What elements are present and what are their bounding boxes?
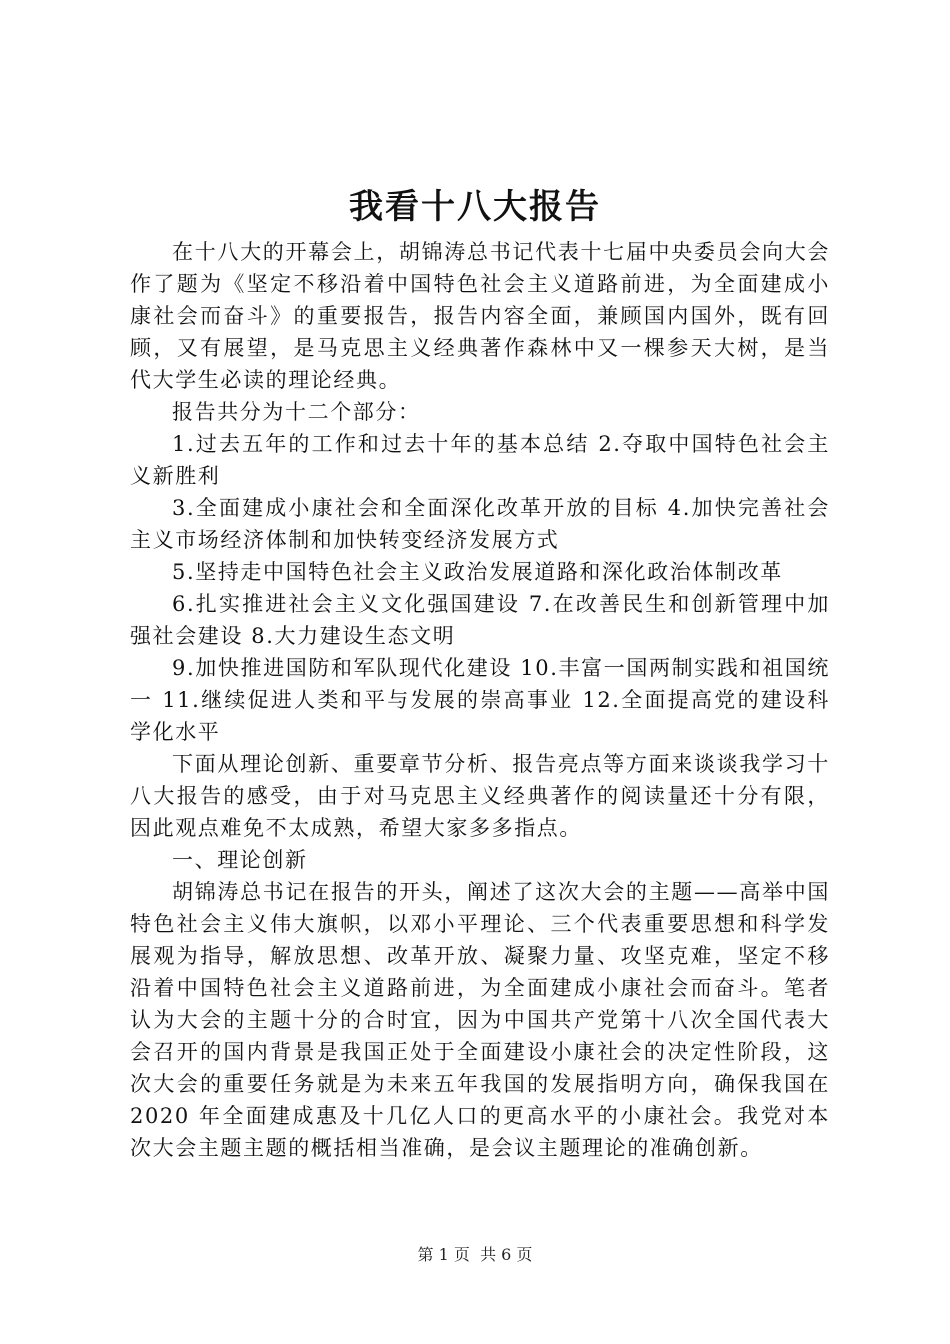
- paragraph: 3.全面建成小康社会和全面深化改革开放的目标 4.加快完善社会主义市场经济体制和加快转变经济发展方式: [130, 496, 830, 552]
- paragraph: 1.过去五年的工作和过去十年的基本总结 2.夺取中国特色社会主义新胜利: [130, 432, 830, 488]
- paragraph: 9.加快推进国防和军队现代化建设 10.丰富一国两制实践和祖国统一 11.继续促进人类和平与发展的崇高事业 12.全面提高党的建设科学化水平: [130, 656, 830, 744]
- page-footer: [0, 1243, 950, 1267]
- paragraph: 在十八大的开幕会上，胡锦涛总书记代表十七届中央委员会向大会作了题为《坚定不移沿着中国特色社会主义道路前进，为全面建成小康社会而奋斗》的重要报告，报告内容全面，兼顾国内国外，既有回顾，又有展望，是马克思主义经典著作森林中又一棵参天大树，是当代大学生必读的理论经典。: [130, 240, 830, 392]
- paragraph: 5.坚持走中国特色社会主义政治发展道路和深化政治体制改革: [172, 560, 783, 584]
- page-number: 第 1 页 共 6 页: [417, 1245, 533, 1264]
- paragraph: 6.扎实推进社会主义文化强国建设 7.在改善民生和创新管理中加强社会建设 8.大力建设生态文明: [130, 592, 830, 648]
- document-body: [130, 236, 830, 1164]
- section-heading: 一、理论创新: [172, 848, 308, 872]
- paragraph: 胡锦涛总书记在报告的开头，阐述了这次大会的主题——高举中国特色社会主义伟大旗帜，以邓小平理论、三个代表重要思想和科学发展观为指导，解放思想、改革开放、凝聚力量、攻坚克难，坚定不移沿着中国特色社会主义道路前进，为全面建成小康社会而奋斗。笔者认为大会的主题十分的合时宜，因为中国共产党第十八次全国代表大会召开的国内背景是我国正处于全面建设小康社会的决定性阶段，这次大会的重要任务就是为未来五年我国的发展指明方向，确保我国在 2020 年全面建成惠及十几亿人口的更高水平的小康社会。我党对本次大会主题主题的概括相当准确，是会议主题理论的准确创新。: [130, 880, 830, 1160]
- paragraph: 下面从理论创新、重要章节分析、报告亮点等方面来谈谈我学习十八大报告的感受，由于对马克思主义经典著作的阅读量还十分有限，因此观点难免不太成熟，希望大家多多指点。: [130, 752, 830, 840]
- document-title: 我看十八大报告: [349, 187, 601, 227]
- paragraph: 报告共分为十二个部分：: [172, 400, 421, 424]
